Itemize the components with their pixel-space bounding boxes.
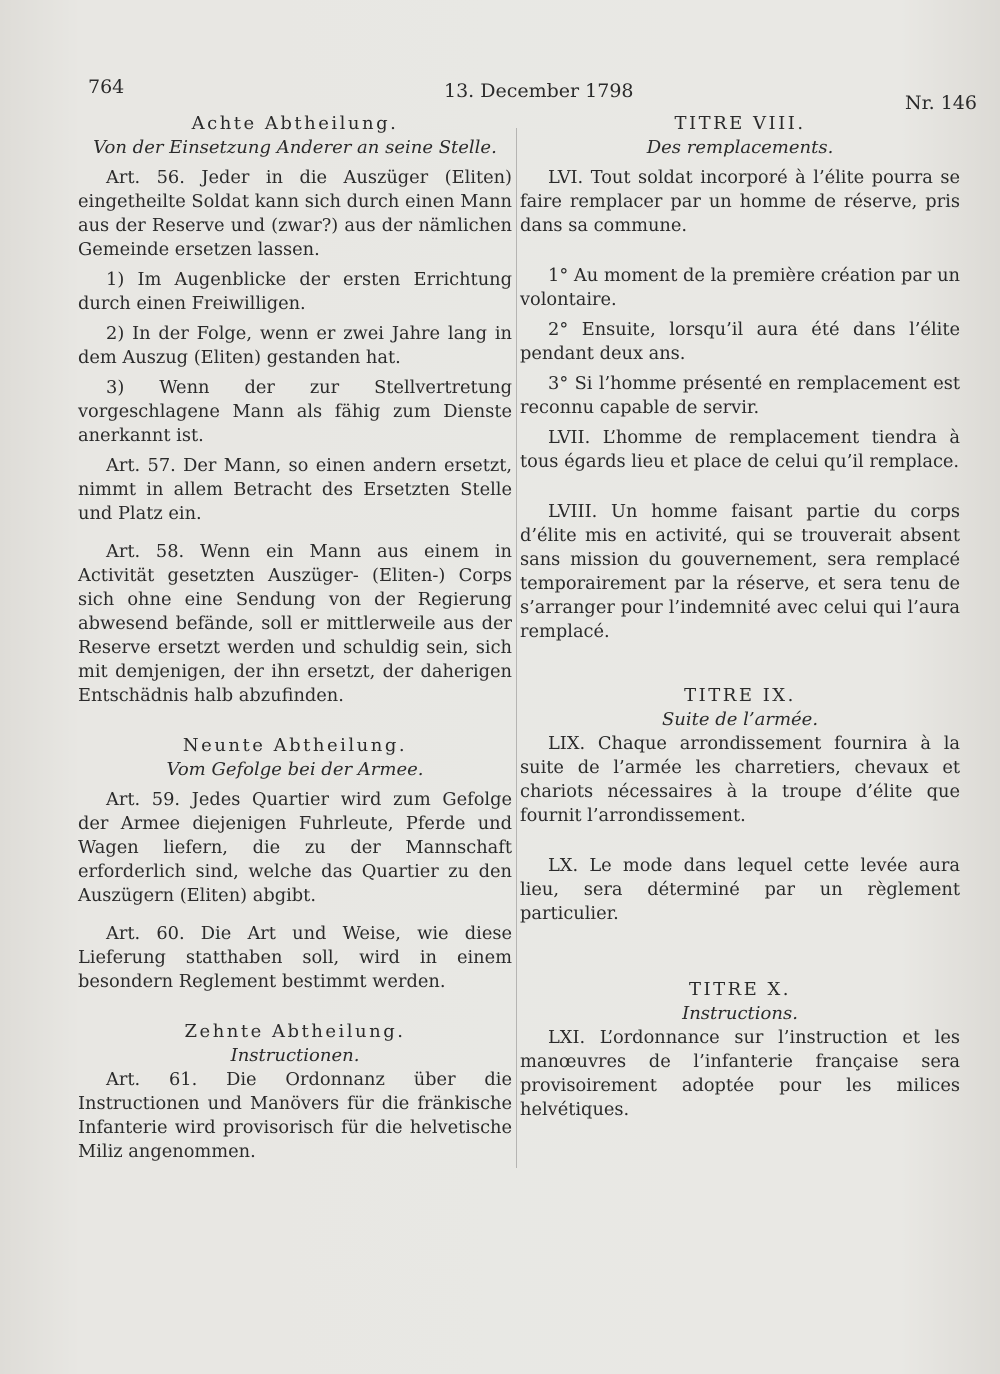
art-58: Art. 58. Wenn ein Mann aus einem in Activität gesetzten Auszüger- (Eliten-) Corps sich ohne eine Sendung von der Regierung abwesend befände, soll er mittlerweile aus der Reserve ersetzt werden und schuldig sein, sich mit demjenigen, der ihn ersetzt, der daherigen Entschädnis halb abzufinden. <box>78 541 512 706</box>
page-number: 764 <box>88 76 125 98</box>
section-8-subheading: Von der Einsetzung Anderer an seine Stelle. <box>93 137 497 158</box>
art-lvii: LVII. L’homme de remplacement tiendra à tous égards lieu et place de celui qu’il remplace. <box>520 427 960 472</box>
art-59: Art. 59. Jedes Quartier wird zum Gefolge der Armee diejenigen Fuhrleute, Pferde und Wagen liefern, die zu der Mannschaft erforderlich sind, welche das Quartier zu den Auszügern (Eliten) abgibt. <box>78 789 512 906</box>
art-lvi: LVI. Tout soldat incorporé à l’élite pourra se faire remplacer par un homme de réserve, pris dans sa commune. <box>520 167 960 236</box>
titre-8-subheading: Des remplacements. <box>646 137 834 158</box>
art-61: Art. 61. Die Ordonnanz über die Instructionen und Manövers für die fränkische Infanterie wird provisorisch für die helvetische Miliz angenommen. <box>78 1069 512 1162</box>
section-10-subheading: Instructionen. <box>230 1045 360 1066</box>
document-number: Nr. 146 <box>905 92 977 114</box>
art-56: Art. 56. Jeder in die Auszüger (Eliten) eingetheilte Soldat kann sich durch einen Mann aus der Reserve und (zwar?) aus der nämlichen Gemeinde ersetzen lassen. <box>78 167 512 260</box>
section-9-heading: Neunte Abtheilung. <box>182 735 408 756</box>
section-9-subheading: Vom Gefolge bei der Armee. <box>166 759 424 780</box>
art-lx: LX. Le mode dans lequel cette levée aura lieu, sera déterminé par un règlement particulier. <box>520 855 960 924</box>
titre-10-heading: TITRE X. <box>688 979 792 1000</box>
page-date: 13. December 1798 <box>444 80 634 102</box>
art-lvi-item-1: 1° Au moment de la première création par un volontaire. <box>520 265 960 310</box>
art-lvi-item-3: 3° Si l’homme présenté en remplacement est reconnu capable de servir. <box>520 373 960 418</box>
art-57: Art. 57. Der Mann, so einen andern ersetzt, nimmt in allem Betracht des Ersetzten Stelle und Platz ein. <box>78 455 512 524</box>
column-divider <box>516 128 517 1168</box>
section-10-heading: Zehnte Abtheilung. <box>184 1021 406 1042</box>
art-lviii: LVIII. Un homme faisant partie du corps d’élite mis en activité, qui se trouverait absent sans mission du gouvernement, sera remplacé temporairement par la réserve, et sera tenu de s’arranger pour l’indemnité avec celui qui l’aura remplacé. <box>520 501 960 642</box>
art-56-item-3: 3) Wenn der zur Stellvertretung vorgeschlagene Mann als fähig zum Dienste anerkannt ist. <box>78 377 512 446</box>
german-column <box>78 112 512 1164</box>
titre-10-subheading: Instructions. <box>682 1003 798 1024</box>
art-60: Art. 60. Die Art und Weise, wie diese Lieferung statthaben soll, wird in einem besondern Reglement bestimmt werden. <box>78 923 512 992</box>
titre-9-heading: TITRE IX. <box>684 685 796 706</box>
section-8-heading: Achte Abtheilung. <box>191 113 399 134</box>
art-56-item-2: 2) In der Folge, wenn er zwei Jahre lang in dem Auszug (Eliten) gestanden hat. <box>78 323 512 368</box>
titre-9-subheading: Suite de l’armée. <box>661 709 819 730</box>
page-header <box>0 74 1000 114</box>
titre-8-heading: TITRE VIII. <box>674 113 806 134</box>
art-lxi: LXI. L’ordonnance sur l’instruction et les manœuvres de l’infanterie française sera provisoirement adoptée pour les milices helvétiques. <box>520 1027 960 1120</box>
french-column <box>520 112 960 1122</box>
art-56-item-1: 1) Im Augenblicke der ersten Errichtung durch einen Freiwilligen. <box>78 269 512 314</box>
art-lvi-item-2: 2° Ensuite, lorsqu’il aura été dans l’élite pendant deux ans. <box>520 319 960 364</box>
art-lix: LIX. Chaque arrondissement fournira à la suite de l’armée les charretiers, chevaux et chariots nécessaires à la troupe d’élite que fournit l’arrondissement. <box>520 733 960 826</box>
